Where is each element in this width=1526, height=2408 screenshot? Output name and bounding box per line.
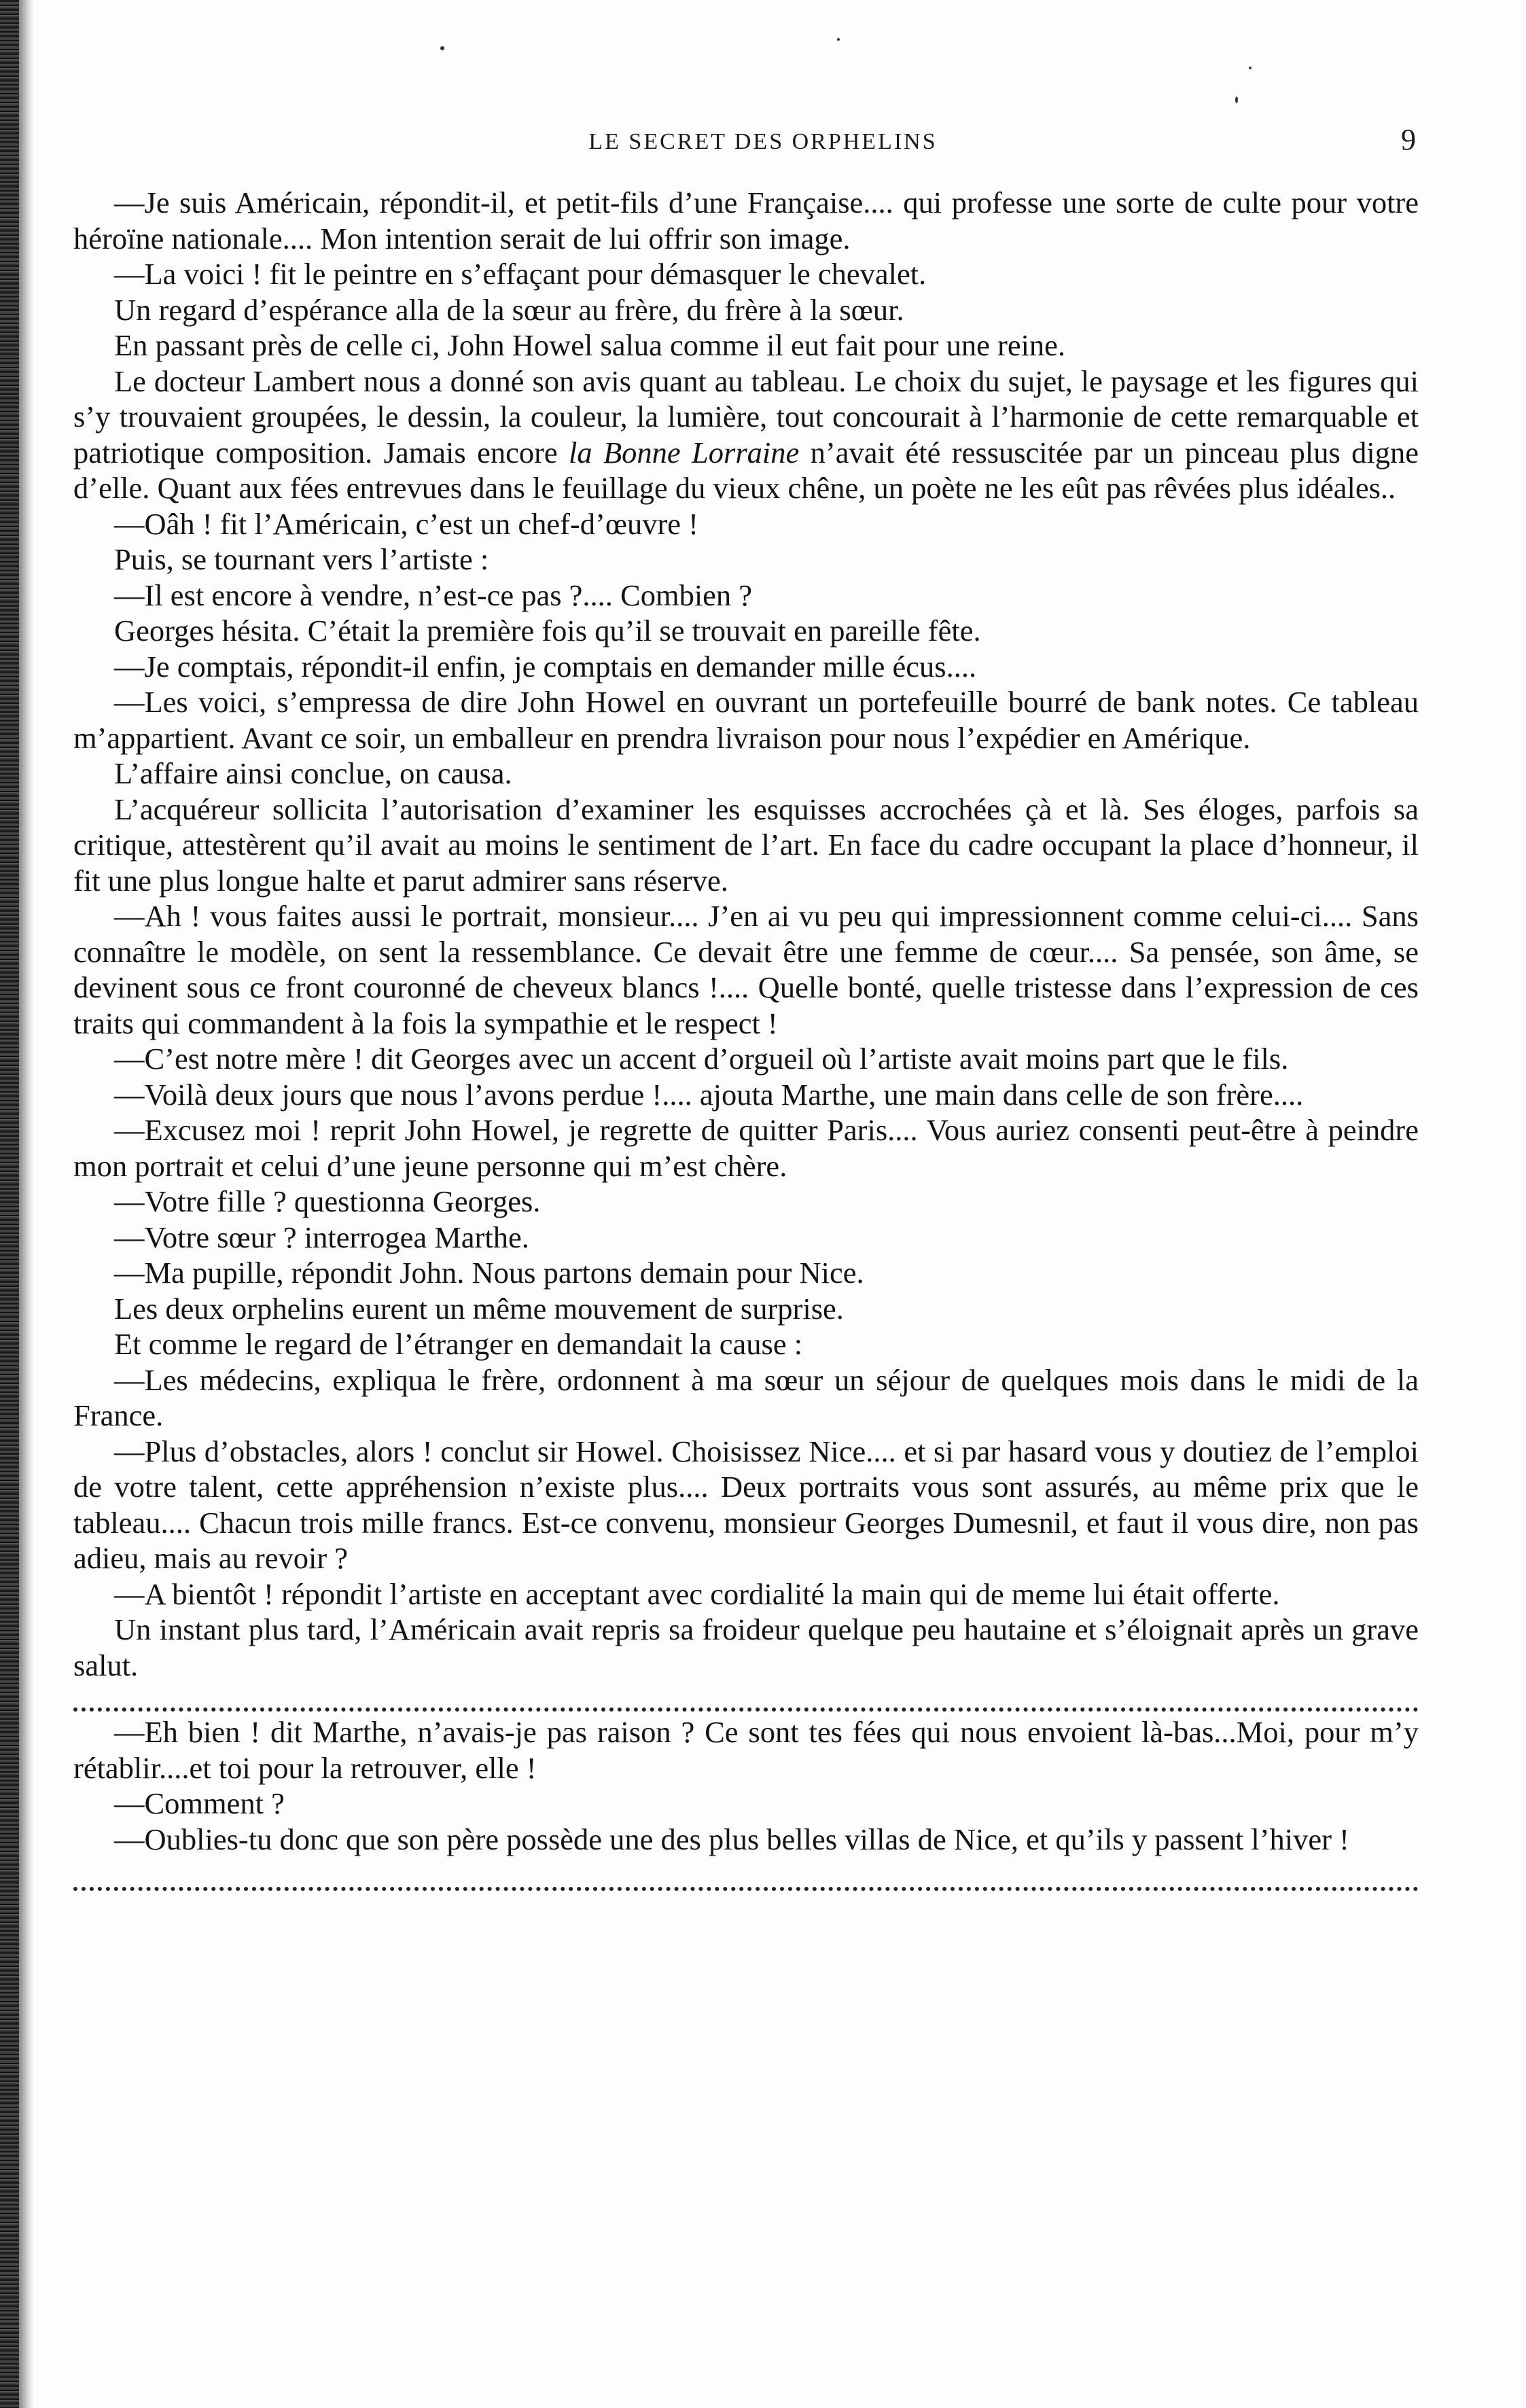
- paragraph: —Les médecins, expliqua le frère, ordonnent à ma sœur un séjour de quelques mois dans le midi de la France.: [73, 1362, 1419, 1432]
- paragraph: —A bientôt ! répondit l’artiste en acceptant avec cordialité la main qui de meme lui était offerte.: [114, 1576, 1280, 1611]
- paragraph-text: Le docteur Lambert nous a donné son avis quant au tableau. Le choix du sujet, le paysage et les figures qui s’y trouvaient groupées, le dessin, la couleur, la lumière, tout concourait à l’harmonie de cette remarquable et patriotique composition. Jamais encore: [73, 364, 1419, 470]
- paragraph: —Oublies-tu donc que son père possède une des plus belles villas de Nice, et qu’ils y passent l’hiver !: [114, 1822, 1349, 1856]
- binding-shadow: [19, 0, 34, 2408]
- paragraph: —Eh bien ! dit Marthe, n’avais-je pas raison ? Ce sont tes fées qui nous envoient là-bas...Moi, pour m’y rétablir....et toi pour la retrouver, elle !: [73, 1715, 1419, 1785]
- paragraph: L’acquéreur sollicita l’autorisation d’examiner les esquisses accrochées çà et là. Ses éloges, parfois sa critique, attestèrent qu’il avait au moins le sentiment de l’art. En face du cadre occupant la place d’honneur, il fit une plus longue halte et parut admirer sans réserve.: [73, 792, 1419, 898]
- paragraph: Un regard d’espérance alla de la sœur au frère, du frère à la sœur.: [114, 292, 904, 327]
- paragraph: —C’est notre mère ! dit Georges avec un accent d’orgueil où l’artiste avait moins part que le fils.: [114, 1042, 1289, 1076]
- paragraph: L’affaire ainsi conclue, on causa.: [114, 756, 512, 790]
- ink-speck: [1235, 96, 1238, 103]
- paragraph: —Je comptais, répondit-il enfin, je comptais en demander mille écus....: [114, 649, 977, 684]
- paragraph: Et comme le regard de l’étranger en demandait la cause :: [114, 1327, 803, 1361]
- paragraph: Puis, se tournant vers l’artiste :: [114, 542, 489, 576]
- paragraph: —Excusez moi ! reprit John Howel, je regrette de quitter Paris.... Vous auriez consenti peut-être à peindre mon portrait et celui d’une jeune personne qui m’est chère.: [73, 1113, 1419, 1183]
- paragraph: [73, 364, 1419, 506]
- section-break-dots: [73, 1690, 1419, 1712]
- paragraph: —Votre sœur ? interrogea Marthe.: [114, 1220, 529, 1254]
- page-header: [0, 122, 1526, 163]
- paragraph: —Voilà deux jours que nous l’avons perdue !.... ajouta Marthe, une main dans celle de son frère....: [114, 1077, 1304, 1112]
- paragraph: —Comment ?: [114, 1786, 285, 1820]
- italic-title: la Bonne Lorraine: [569, 435, 800, 470]
- paragraph: Les deux orphelins eurent un même mouvement de surprise.: [114, 1291, 844, 1326]
- paragraph: En passant près de celle ci, John Howel salua comme il eut fait pour une reine.: [114, 328, 1066, 362]
- paragraph: —Votre fille ? questionna Georges.: [114, 1184, 541, 1218]
- page-number: 9: [1401, 123, 1416, 156]
- paragraph: Un instant plus tard, l’Américain avait repris sa froideur quelque peu hautaine et s’éloignait après un grave salut.: [73, 1612, 1419, 1682]
- paragraph: —Je suis Américain, répondit-il, et petit-fils d’une Française.... qui professe une sorte de culte pour votre héroïne nationale.... Mon intention serait de lui offrir son image.: [73, 185, 1419, 255]
- running-head: LE SECRET DES ORPHELINS: [588, 129, 938, 154]
- paragraph: —Les voici, s’empressa de dire John Howel en ouvrant un portefeuille bourré de bank notes. Ce tableau m’appartient. Avant ce soir, un emballeur en prendra livraison pour nous l’expédier en Amérique.: [73, 685, 1419, 755]
- paragraph: —Ah ! vous faites aussi le portrait, monsieur.... J’en ai vu peu qui impressionnent comme celui-ci.... Sans connaître le modèle, on sent la ressemblance. Ce devait être une femme de cœur.... Sa pensée, son âme, se devinent sous ce front couronné de cheveux blancs !.... Quelle bonté, quelle tristesse dans l’expression de ces traits qui commandent à la fois la sympathie et le respect !: [73, 899, 1419, 1040]
- body-text: [73, 185, 1419, 1894]
- page-binding: [0, 0, 19, 2408]
- paragraph: —Il est encore à vendre, n’est-ce pas ?.... Combien ?: [114, 578, 753, 612]
- ink-speck: [1249, 67, 1252, 69]
- paragraph: —Oâh ! fit l’Américain, c’est un chef-d’œuvre !: [114, 506, 698, 541]
- paragraph: —Plus d’obstacles, alors ! conclut sir Howel. Choisissez Nice.... et si par hasard vous y doutiez de l’emploi de votre talent, cette appréhension n’existe plus.... Deux portraits vous sont assurés, au même prix que le tableau.... Chacun trois mille francs. Est-ce convenu, monsieur Georges Dumesnil, et faut il vous dire, non pas adieu, mais au revoir ?: [73, 1434, 1419, 1575]
- ink-speck: [440, 46, 444, 50]
- paragraph-text: n’avait été ressuscitée par un pinceau plus digne d’elle. Quant aux fées entrevues dans le feuillage du vieux chêne, un poète ne les eût pas rêvées plus idéales..: [73, 435, 1419, 505]
- closing-dots: [73, 1869, 1419, 1891]
- paragraph: Georges hésita. C’était la première fois qu’il se trouvait en pareille fête.: [114, 614, 981, 648]
- ink-speck: [837, 38, 840, 41]
- paragraph: —Ma pupille, répondit John. Nous partons demain pour Nice.: [114, 1256, 864, 1290]
- paragraph: —La voici ! fit le peintre en s’effaçant pour démasquer le chevalet.: [114, 257, 927, 291]
